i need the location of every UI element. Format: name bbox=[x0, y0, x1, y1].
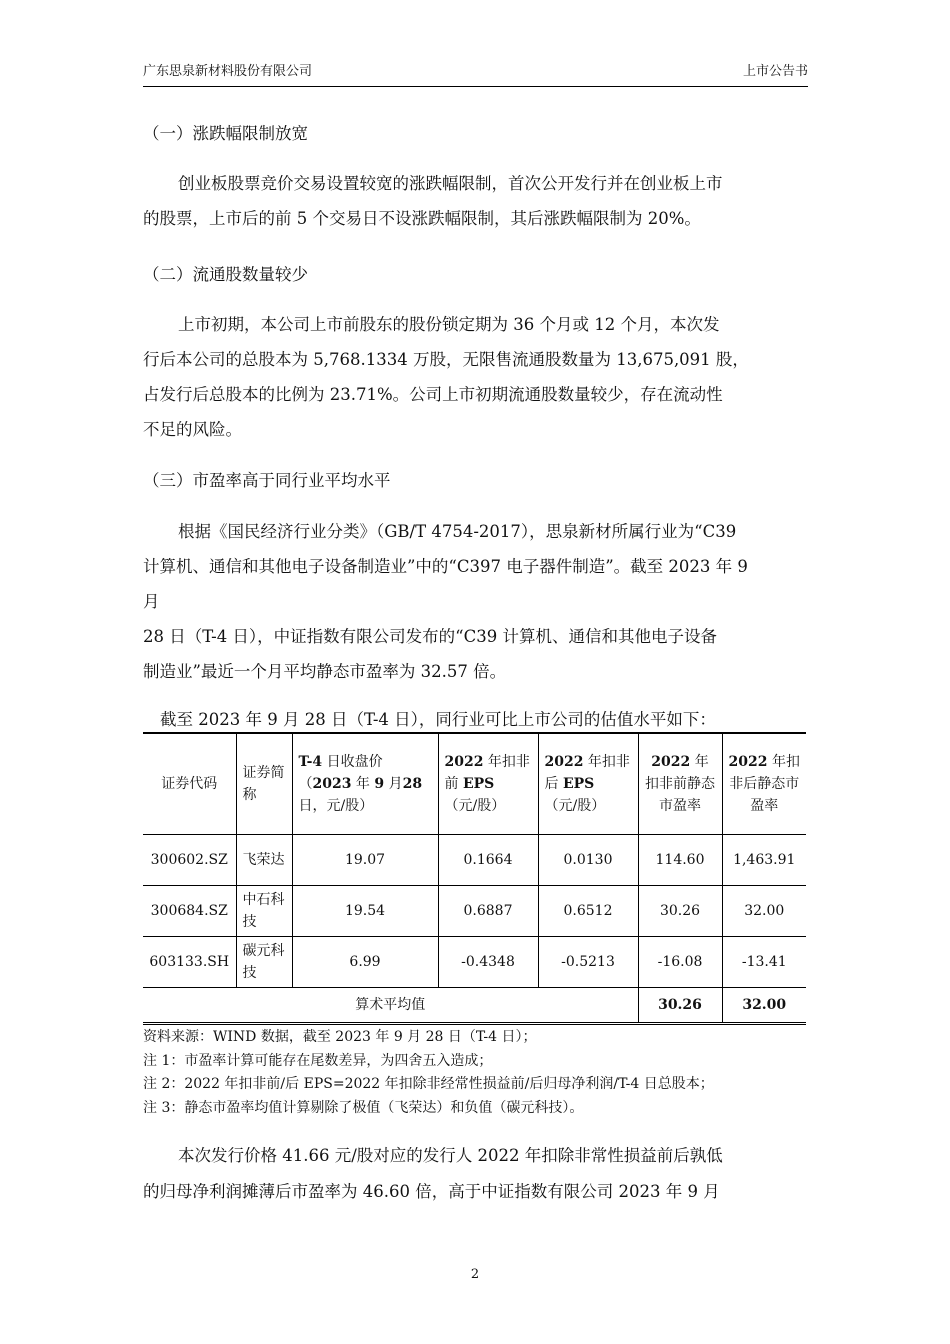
cell-eps-pre: -0.4348 bbox=[438, 937, 538, 988]
section3-line: 月 bbox=[143, 592, 160, 611]
table-notes bbox=[143, 1026, 714, 1120]
section1-line: 创业板股票竞价交易设置较宽的涨跌幅限制，首次公开发行并在创业板上市 bbox=[178, 174, 723, 193]
header-eps-post: 2022 年扣非后 EPS （元/股） bbox=[538, 733, 638, 835]
cell-eps-pre: 0.6887 bbox=[438, 886, 538, 937]
cell-name: 中石科技 bbox=[236, 886, 292, 937]
section3-line: 28 日（T-4 日），中证指数有限公司发布的“C39 计算机、通信和其他电子设备 bbox=[143, 627, 717, 646]
header-eps-pre: 2022 年扣非前 EPS （元/股） bbox=[438, 733, 538, 835]
section2-line: 不足的风险。 bbox=[143, 420, 242, 439]
closing-line: 本次发行价格 41.66 元/股对应的发行人 2022 年扣除非常性损益前后孰低 bbox=[178, 1146, 723, 1165]
section3-line: 根据《国民经济行业分类》（GB/T 4754-2017），思泉新材所属行业为“C39 bbox=[178, 522, 737, 541]
cell-pe-post: 32.00 bbox=[722, 886, 806, 937]
table-row bbox=[143, 886, 806, 937]
section3-title: （三）市盈率高于同行业平均水平 bbox=[143, 471, 391, 490]
closing-line: 的归母净利润摊薄后市盈率为 46.60 倍，高于中证指数有限公司 2023 年 9 月 bbox=[143, 1182, 720, 1201]
cell-close: 19.54 bbox=[292, 886, 438, 937]
table-header-row bbox=[143, 733, 806, 835]
cell-eps-pre: 0.1664 bbox=[438, 835, 538, 886]
section3-line: 计算机、通信和其他电子设备制造业”中的“C397 电子器件制造”。截至 2023 年 9 bbox=[143, 557, 748, 576]
cell-pe-pre: 30.26 bbox=[638, 886, 722, 937]
header-divider bbox=[143, 86, 808, 87]
section2-line: 上市初期，本公司上市前股东的股份锁定期为 36 个月或 12 个月，本次发 bbox=[178, 315, 720, 334]
cell-code: 603133.SH bbox=[143, 937, 236, 988]
cell-close: 6.99 bbox=[292, 937, 438, 988]
section2-line: 占发行后总股本的比例为 23.71%。公司上市初期流通股数量较少，存在流动性 bbox=[143, 385, 723, 404]
note-3: 注 3：静态市盈率均值计算剔除了极值（飞荣达）和负值（碳元科技）。 bbox=[143, 1099, 584, 1116]
note-source: 资料来源：WIND 数据，截至 2023 年 9 月 28 日（T-4 日）； bbox=[143, 1029, 537, 1045]
header-name: 证券简称 bbox=[236, 733, 292, 835]
cell-name: 飞荣达 bbox=[236, 835, 292, 886]
cell-code: 300602.SZ bbox=[143, 835, 236, 886]
header-pe-pre: 2022 年扣非前静态市盈率 bbox=[638, 733, 722, 835]
cell-pe-post: -13.41 bbox=[722, 937, 806, 988]
average-pe-pre: 30.26 bbox=[638, 988, 722, 1024]
section2-title: （二）流通股数量较少 bbox=[143, 265, 308, 284]
table-row bbox=[143, 937, 806, 988]
table-average-row bbox=[143, 988, 806, 1024]
section1-line: 的股票，上市后的前 5 个交易日不设涨跌幅限制，其后涨跌幅限制为 20%。 bbox=[143, 209, 701, 228]
average-pe-post: 32.00 bbox=[722, 988, 806, 1024]
header-doc-type: 上市公告书 bbox=[742, 64, 808, 79]
cell-eps-post: 0.6512 bbox=[538, 886, 638, 937]
header-code: 证券代码 bbox=[143, 733, 236, 835]
cell-close: 19.07 bbox=[292, 835, 438, 886]
cell-code: 300684.SZ bbox=[143, 886, 236, 937]
cell-eps-post: -0.5213 bbox=[538, 937, 638, 988]
header-company: 广东思泉新材料股份有限公司 bbox=[143, 64, 313, 79]
valuation-table bbox=[143, 732, 806, 1025]
section3-line: 制造业”最近一个月平均静态市盈率为 32.57 倍。 bbox=[143, 662, 507, 681]
cell-name: 碳元科技 bbox=[236, 937, 292, 988]
note-2: 注 2：2022 年扣非前/后 EPS=2022 年扣除非经常性损益前/后归母净利润/T-4 日总股本； bbox=[143, 1076, 714, 1092]
section1-title: （一）涨跌幅限制放宽 bbox=[143, 124, 308, 143]
header-pe-post: 2022 年扣非后静态市盈率 bbox=[722, 733, 806, 835]
cell-pe-pre: -16.08 bbox=[638, 937, 722, 988]
average-label: 算术平均值 bbox=[143, 988, 638, 1024]
table-caption: 截至 2023 年 9 月 28 日（T-4 日），同行业可比上市公司的估值水平如下： bbox=[160, 710, 716, 729]
cell-pe-post: 1,463.91 bbox=[722, 835, 806, 886]
cell-pe-pre: 114.60 bbox=[638, 835, 722, 886]
section2-line: 行后本公司的总股本为 5,768.1334 万股，无限售流通股数量为 13,675,091 股， bbox=[143, 350, 749, 369]
table-row bbox=[143, 835, 806, 886]
note-1: 注 1：市盈率计算可能存在尾数差异，为四舍五入造成； bbox=[143, 1052, 493, 1069]
header-close: T-4 日收盘价（2023 年 9 月28 日，元/股） bbox=[292, 733, 438, 835]
cell-eps-post: 0.0130 bbox=[538, 835, 638, 886]
page-number: 2 bbox=[470, 1267, 480, 1282]
